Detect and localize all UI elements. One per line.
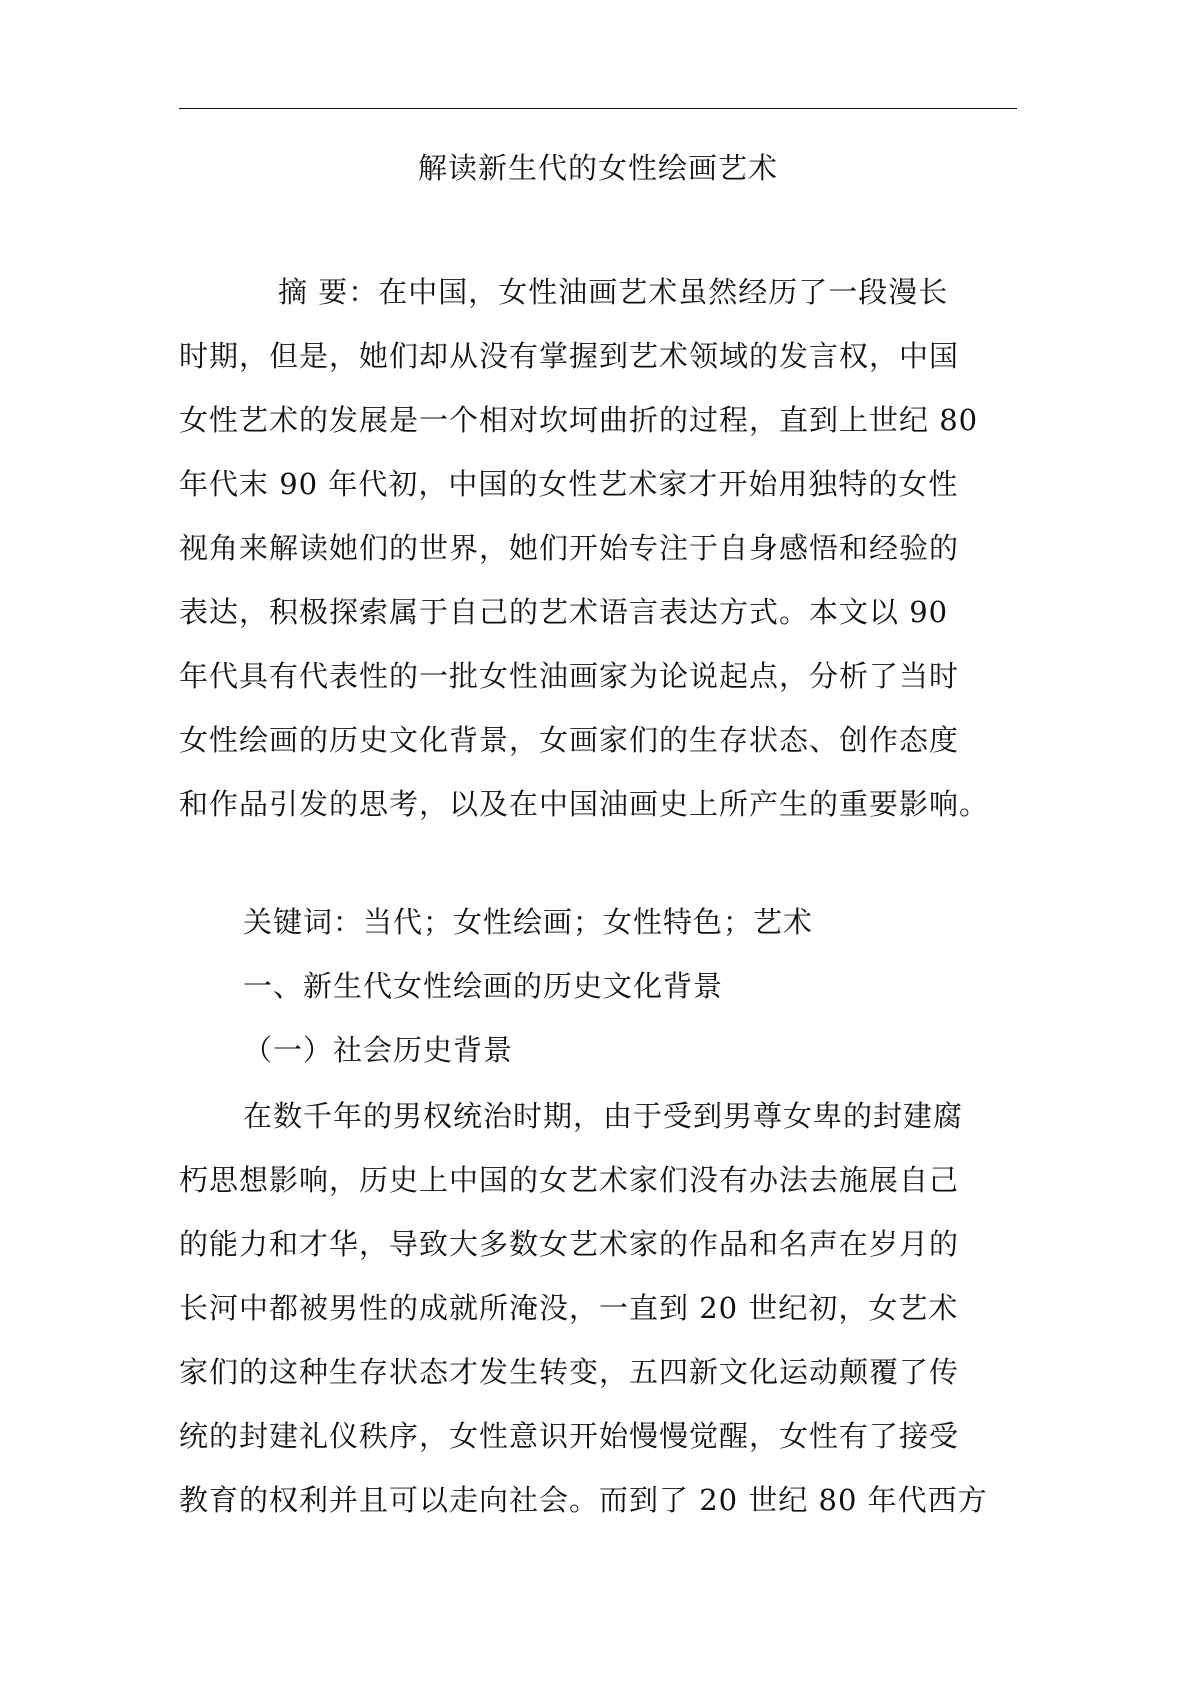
section-heading: 一、新生代女性绘画的历史文化背景 — [243, 969, 724, 1003]
keywords-label: 关键词： — [243, 905, 364, 939]
abstract-first-line — [278, 270, 948, 314]
body-line: 长河中都被男性的成就所淹没，一直到 20 世纪初，女艺术 — [179, 1291, 959, 1325]
body-line: 家们的这种生存状态才发生转变，五四新文化运动颠覆了传 — [179, 1355, 960, 1389]
abstract-line: 视角来解读她们的世界，她们开始专注于自身感悟和经验的 — [179, 531, 960, 565]
abstract-label: 摘 要： — [278, 275, 379, 309]
abstract-line: 表达，积极探索属于自己的艺术语言表达方式。本文以 90 — [179, 595, 949, 629]
abstract-line: 年代末 90 年代初，中国的女性艺术家才开始用独特的女性 — [179, 467, 959, 501]
abstract-line: 在中国，女性油画艺术虽然经历了一段漫长 — [378, 275, 949, 309]
body-line: 在数千年的男权统治时期，由于受到男尊女卑的封建腐 — [243, 1099, 964, 1133]
body-line: 朽思想影响，历史上中国的女艺术家们没有办法去施展自己 — [179, 1163, 960, 1197]
abstract-line: 时期，但是，她们却从没有掌握到艺术领域的发言权，中国 — [179, 339, 960, 373]
body-line: 统的封建礼仪秩序，女性意识开始慢慢觉醒，女性有了接受 — [179, 1419, 960, 1453]
page-title: 解读新生代的女性绘画艺术 — [417, 151, 778, 185]
subsection-heading: （一）社会历史背景 — [243, 1033, 514, 1067]
body-line: 教育的权利并且可以走向社会。而到了 20 世纪 80 年代西方 — [179, 1483, 988, 1517]
header-rule — [179, 108, 1017, 109]
body-line: 的能力和才华，导致大多数女艺术家的作品和名声在岁月的 — [179, 1227, 960, 1261]
keywords-text: 当代；女性绘画；女性特色；艺术 — [363, 905, 814, 939]
abstract-line: 和作品引发的思考，以及在中国油画史上所产生的重要影响。 — [179, 787, 990, 821]
abstract-line: 女性艺术的发展是一个相对坎坷曲折的过程，直到上世纪 80 — [179, 403, 979, 437]
abstract-line: 年代具有代表性的一批女性油画家为论说起点，分析了当时 — [179, 659, 960, 693]
abstract-line: 女性绘画的历史文化背景，女画家们的生存状态、创作态度 — [179, 723, 960, 757]
keywords-line — [243, 900, 813, 944]
